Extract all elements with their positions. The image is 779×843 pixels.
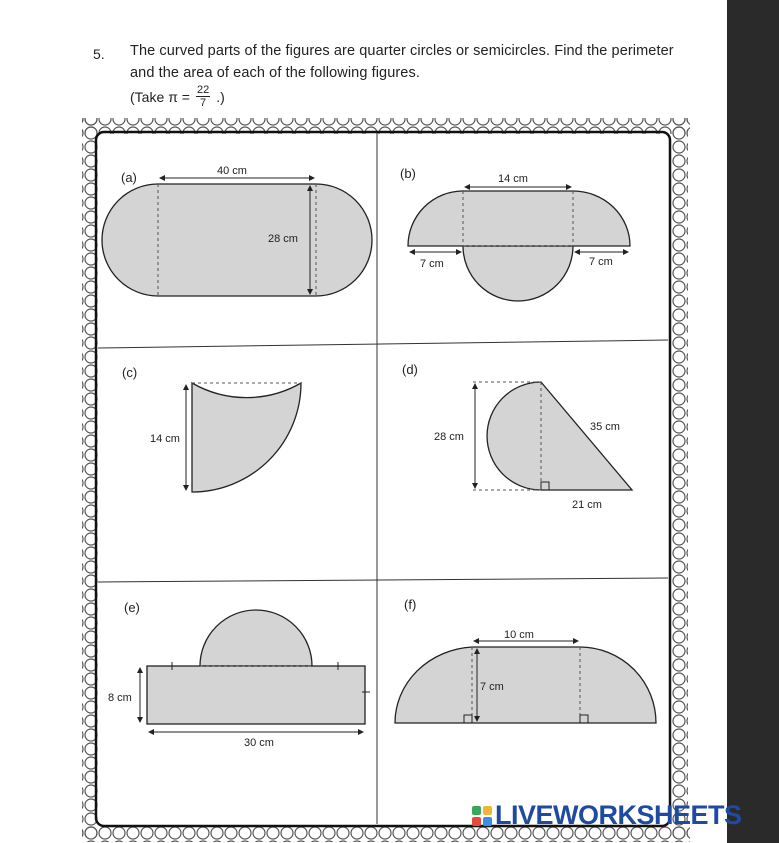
a-height: 28 cm	[268, 233, 298, 245]
a-width: 40 cm	[217, 165, 247, 177]
label-f: (f)	[404, 597, 417, 612]
d-base: 21 cm	[572, 499, 602, 511]
b-top: 14 cm	[498, 173, 528, 185]
label-d: (d)	[402, 362, 418, 377]
pi-denominator: 7	[200, 97, 207, 109]
d-hyp: 35 cm	[590, 421, 620, 433]
e-height: 8 cm	[108, 692, 132, 704]
take-prefix: (Take	[130, 88, 165, 105]
figure-e	[108, 610, 370, 749]
label-a: (a)	[121, 170, 137, 185]
label-e: (e)	[124, 600, 140, 615]
question-text: The curved parts of the figures are quarter circles or semicircles. Find the perimeter and the area of each of the following figures.	[130, 43, 674, 81]
pi-symbol: π =	[168, 88, 190, 105]
figure-b	[408, 173, 630, 301]
logo-icon	[472, 806, 492, 826]
label-c: (c)	[122, 365, 138, 380]
pi-numerator: 22	[196, 84, 210, 96]
liveworksheets-logo	[472, 800, 742, 831]
watermark-text: LIVEWORKSHEETS	[495, 800, 742, 830]
figure-a	[102, 165, 372, 296]
figure-d	[434, 382, 632, 511]
label-b: (b)	[400, 166, 416, 181]
figure-c	[150, 383, 301, 492]
b-right: 7 cm	[589, 256, 613, 268]
f-top: 10 cm	[504, 629, 534, 641]
e-width: 30 cm	[244, 737, 274, 749]
take-suffix: .)	[216, 88, 225, 105]
figure-f	[395, 629, 656, 723]
c-side: 14 cm	[150, 433, 180, 445]
d-height: 28 cm	[434, 431, 464, 443]
f-height: 7 cm	[480, 681, 504, 693]
question-number: 5.	[93, 46, 105, 62]
b-left: 7 cm	[420, 258, 444, 270]
